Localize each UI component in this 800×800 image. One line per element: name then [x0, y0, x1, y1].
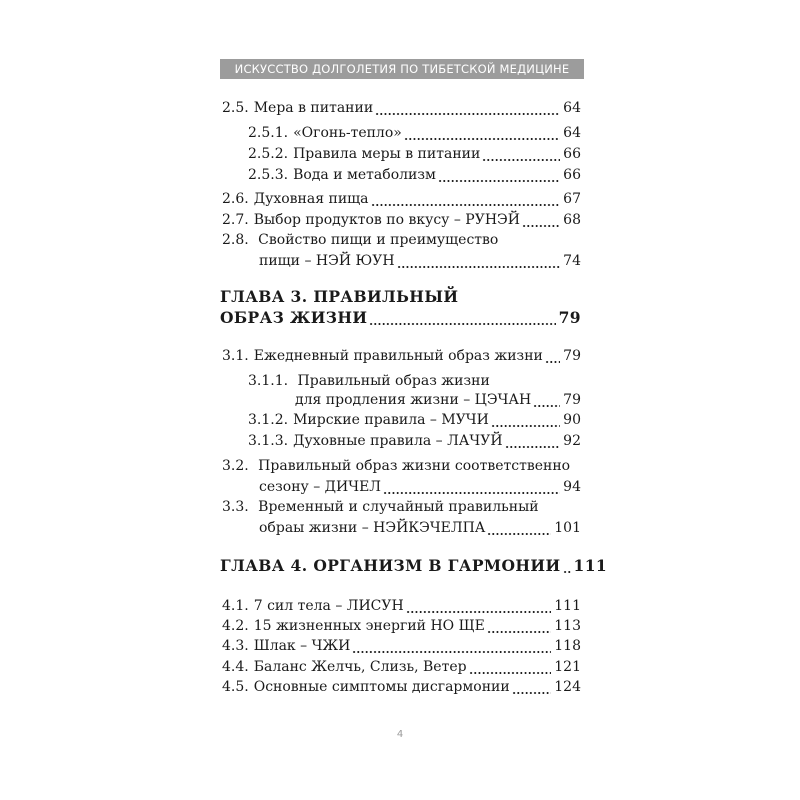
toc-entry-4-2[interactable]: [222, 615, 581, 637]
toc-leader-dots: [491, 409, 560, 431]
toc-leader-dots: [371, 188, 561, 210]
page-number: 4: [396, 729, 404, 740]
toc-leader-dots: [383, 476, 560, 498]
toc-title: «Огонь-тепло»: [293, 125, 402, 141]
toc-title: Духовная пища: [253, 191, 369, 207]
toc-leader-dots: [404, 122, 560, 144]
toc-number: 4.1.: [222, 598, 249, 614]
toc-entry-2-7[interactable]: [222, 209, 581, 231]
toc-title: Вода и метаболизм: [293, 167, 436, 183]
toc-entry-4-3[interactable]: [222, 635, 581, 657]
chapter-title: ГЛАВА 4. ОРГАНИЗМ В ГАРМОНИИ: [220, 556, 561, 575]
toc-number: 2.5.1.: [248, 125, 289, 141]
chapter-title-line-1: ГЛАВА 3. ПРАВИЛЬНЫЙ: [220, 287, 459, 306]
toc-page: 79: [558, 308, 581, 327]
toc-page: 92: [563, 433, 581, 449]
toc-title: Шлак – ЧЖИ: [253, 638, 351, 654]
toc-page: 101: [554, 520, 581, 536]
toc-number: 4.3.: [222, 638, 249, 654]
toc-chapter-3[interactable]: [220, 286, 458, 308]
running-header: [220, 59, 584, 79]
toc-chapter-4[interactable]: [220, 555, 608, 577]
toc-page: 79: [563, 348, 581, 364]
toc-leader-dots: [438, 164, 560, 186]
toc-entry-3-3-continued[interactable]: [259, 517, 581, 539]
toc-leader-dots: [369, 307, 555, 329]
toc-number: 4.4.: [222, 659, 249, 675]
toc-page: 66: [563, 167, 581, 183]
toc-page: 66: [563, 146, 581, 162]
toc-entry-2-6[interactable]: [222, 188, 581, 210]
toc-page: 124: [554, 679, 581, 695]
toc-number: 3.1.1.: [248, 373, 289, 389]
chapter-title-line-2: ОБРАЗ ЖИЗНИ: [220, 308, 368, 327]
toc-page: 121: [554, 659, 581, 675]
toc-title: Мера в питании: [253, 100, 374, 116]
toc-number: 3.2.: [222, 458, 249, 474]
toc-entry-2-5[interactable]: [222, 97, 581, 119]
toc-title: Баланс Желчь, Слизь, Ветер: [253, 659, 467, 675]
toc-entry-3-3[interactable]: [222, 496, 539, 518]
toc-chapter-3-continued[interactable]: [220, 307, 581, 329]
toc-leader-dots: [487, 517, 551, 539]
toc-page: 118: [554, 638, 581, 654]
toc-number: 3.1.2.: [248, 412, 289, 428]
toc-leader-dots: [512, 676, 552, 698]
toc-leader-dots: [397, 250, 561, 272]
toc-title: Ежедневный правильный образ жизни: [253, 348, 543, 364]
toc-leader-dots: [522, 209, 560, 231]
toc-leader-dots: [505, 430, 561, 452]
toc-title: 15 жизненных энергий НО ЩЕ: [253, 618, 485, 634]
toc-number: 2.8.: [222, 232, 249, 248]
toc-title: Основные симптомы дисгармонии: [253, 679, 510, 695]
toc-number: 2.6.: [222, 191, 249, 207]
toc-entry-3-1-1-continued[interactable]: [295, 389, 581, 411]
toc-title: 7 сил тела – ЛИСУН: [253, 598, 404, 614]
toc-entry-4-5[interactable]: [222, 676, 581, 698]
toc-entry-2-5-2[interactable]: [248, 143, 581, 165]
toc-entry-2-8-continued[interactable]: [259, 250, 581, 272]
toc-entry-4-4[interactable]: [222, 656, 581, 678]
toc-leader-dots: [563, 555, 571, 577]
toc-number: 2.5.3.: [248, 167, 289, 183]
toc-page: 113: [554, 618, 581, 634]
toc-title: Мирские правила – МУЧИ: [293, 412, 489, 428]
toc-leader-dots: [487, 615, 551, 637]
toc-title-line-1: Свойство пищи и преимущество: [258, 232, 499, 248]
toc-page: 111: [573, 556, 608, 575]
toc-leader-dots: [375, 97, 560, 119]
toc-title-line-2: обраы жизни – НЭЙКЭЧЕЛПА: [259, 520, 486, 536]
toc-title-line-2: сезону – ДИЧЕЛ: [259, 479, 381, 495]
toc-title-line-1: Правильный образ жизни соответственно: [258, 458, 571, 474]
toc-number: 4.5.: [222, 679, 249, 695]
toc-number: 2.5.: [222, 100, 249, 116]
running-header-title: ИСКУССТВО ДОЛГОЛЕТИЯ ПО ТИБЕТСКОЙ МЕДИЦИНЕ: [234, 62, 570, 76]
toc-title: Духовные правила – ЛАЧУЙ: [293, 433, 503, 449]
toc-number: 2.7.: [222, 212, 249, 228]
toc-number: 3.1.: [222, 348, 249, 364]
toc-entry-2-8[interactable]: [222, 229, 498, 251]
toc-title-line-1: Временный и случайный правильный: [258, 499, 539, 515]
toc-entry-3-1[interactable]: [222, 345, 581, 367]
toc-leader-dots: [406, 595, 552, 617]
toc-number: 3.1.3.: [248, 433, 289, 449]
toc-leader-dots: [533, 389, 560, 411]
toc-page: 67: [563, 191, 581, 207]
toc-entry-2-5-1[interactable]: [248, 122, 581, 144]
toc-title: Выбор продуктов по вкусу – РУНЭЙ: [253, 212, 520, 228]
toc-page: 90: [563, 412, 581, 428]
toc-leader-dots: [482, 143, 560, 165]
toc-leader-dots: [545, 345, 560, 367]
toc-number: 3.3.: [222, 499, 249, 515]
toc-entry-4-1[interactable]: [222, 595, 581, 617]
toc-entry-3-1-2[interactable]: [248, 409, 581, 431]
toc-page: 94: [563, 479, 581, 495]
toc-page: 74: [563, 253, 581, 269]
toc-leader-dots: [469, 656, 552, 678]
toc-title-line-1: Правильный образ жизни: [297, 373, 490, 389]
toc-number: 4.2.: [222, 618, 249, 634]
toc-entry-2-5-3[interactable]: [248, 164, 581, 186]
toc-page: 111: [554, 598, 581, 614]
toc-title-line-2: для продления жизни – ЦЭЧАН: [295, 392, 532, 408]
toc-page: 79: [563, 392, 581, 408]
toc-entry-3-2[interactable]: [222, 455, 570, 477]
toc-page: 68: [563, 212, 581, 228]
toc-entry-3-2-continued[interactable]: [259, 476, 581, 498]
toc-page: 64: [563, 100, 581, 116]
toc-entry-3-1-3[interactable]: [248, 430, 581, 452]
toc-number: 2.5.2.: [248, 146, 289, 162]
toc-title-line-2: пищи – НЭЙ ЮУН: [259, 253, 395, 269]
toc-leader-dots: [352, 635, 551, 657]
toc-title: Правила меры в питании: [293, 146, 481, 162]
toc-page: 64: [563, 125, 581, 141]
